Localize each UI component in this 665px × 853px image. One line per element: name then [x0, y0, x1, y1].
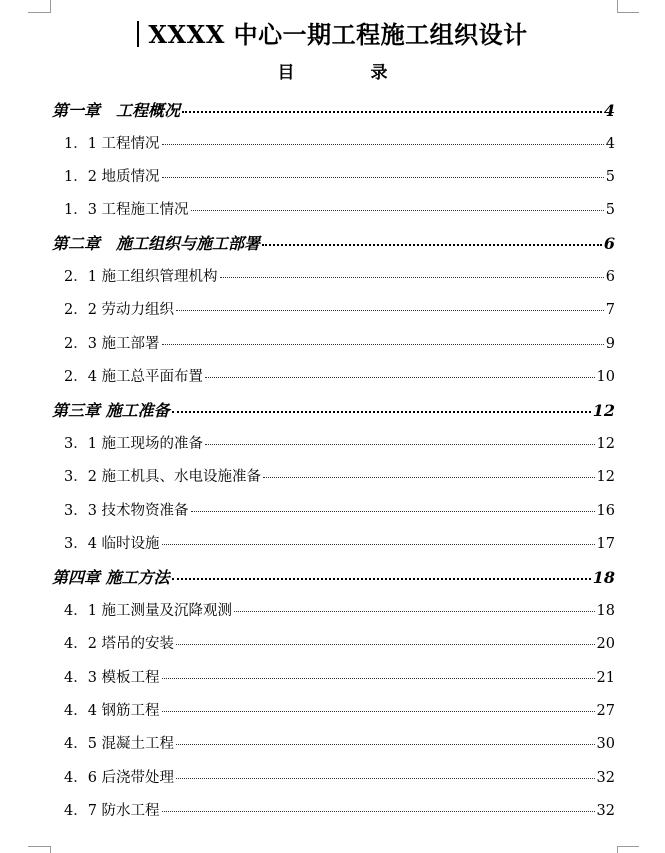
toc-entry-label: 1．1 工程情况 [64, 136, 160, 152]
toc-dot-leader [182, 111, 602, 113]
toc-section-entry[interactable] [64, 732, 615, 753]
toc-entry-label: 3．1 施工现场的准备 [64, 436, 204, 452]
page-corner-mark [50, 846, 51, 853]
toc-entry-page-number: 5 [605, 202, 615, 218]
toc-entry-label: 4．3 模板工程 [64, 670, 160, 686]
toc-entry-page-number: 12 [596, 469, 615, 485]
toc-chapter-entry[interactable] [52, 98, 615, 121]
toc-entry-label: 4．5 混凝土工程 [64, 736, 175, 752]
toc-entry-page-number: 17 [596, 536, 615, 552]
page-corner-mark [617, 846, 618, 853]
toc-entry-page-number: 18 [596, 603, 615, 619]
toc-dot-leader [176, 744, 594, 745]
toc-section-entry[interactable] [64, 465, 615, 486]
page-corner-mark [28, 846, 50, 847]
toc-dot-leader [162, 678, 595, 679]
toc-entry-label: 4．7 防水工程 [64, 803, 160, 819]
toc-dot-leader [220, 277, 604, 278]
toc-entry-page-number: 30 [596, 736, 615, 752]
toc-entry-page-number: 27 [596, 703, 615, 719]
toc-section-entry[interactable] [64, 298, 615, 319]
toc-dot-leader [176, 778, 594, 779]
toc-entry-label: 1．3 工程施工情况 [64, 202, 189, 218]
toc-entry-page-number: 12 [596, 436, 615, 452]
toc-entry-label: 3．2 施工机具、水电设施准备 [64, 469, 262, 485]
toc-entry-label: 4．1 施工测量及沉降观测 [64, 603, 233, 619]
toc-section-entry[interactable] [64, 632, 615, 653]
toc-entry-page-number: 4 [603, 101, 615, 120]
toc-dot-leader [263, 477, 594, 478]
toc-dot-leader [162, 144, 604, 145]
toc-entry-page-number: 6 [603, 234, 615, 253]
toc-entry-label: 2．2 劳动力组织 [64, 302, 175, 318]
toc-section-entry[interactable] [64, 165, 615, 186]
toc-entry-label: 第二章 施工组织与施工部署 [52, 234, 261, 253]
toc-entry-page-number: 9 [605, 336, 615, 352]
toc-entry-page-number: 32 [596, 770, 615, 786]
toc-section-entry[interactable] [64, 432, 615, 453]
toc-section-entry[interactable] [64, 499, 615, 520]
document-title[interactable] [0, 18, 665, 52]
toc-dot-leader [205, 444, 594, 445]
toc-chapter-entry[interactable] [52, 398, 615, 421]
page-corner-mark [50, 0, 51, 13]
toc-entry-page-number: 6 [605, 269, 615, 285]
page-corner-mark [617, 12, 639, 13]
toc-section-entry[interactable] [64, 799, 615, 820]
toc-section-entry[interactable] [64, 532, 615, 553]
toc-dot-leader [162, 811, 595, 812]
toc-section-entry[interactable] [64, 365, 615, 386]
page-corner-mark [617, 846, 639, 847]
toc-entry-label: 第一章 工程概况 [52, 101, 181, 120]
toc-entry-page-number: 32 [596, 803, 615, 819]
toc-section-entry[interactable] [64, 666, 615, 687]
toc-entry-page-number: 18 [592, 568, 615, 587]
toc-chapter-entry[interactable] [52, 565, 615, 588]
document-title-text: XXXX 中心一期工程施工组织设计 [148, 20, 528, 49]
toc-dot-leader [162, 344, 604, 345]
toc-entry-page-number: 4 [605, 136, 615, 152]
toc-section-entry[interactable] [64, 766, 615, 787]
text-cursor [137, 21, 139, 47]
toc-entry-label: 第三章 施工准备 [52, 401, 170, 420]
toc-section-entry[interactable] [64, 699, 615, 720]
toc-entry-label: 4．6 后浇带处理 [64, 770, 175, 786]
toc-section-entry[interactable] [64, 265, 615, 286]
toc-entry-page-number: 5 [605, 169, 615, 185]
toc-entry-page-number: 21 [596, 670, 615, 686]
page-corner-mark [28, 12, 50, 13]
toc-heading-char: 录 [370, 63, 388, 83]
toc-entry-label: 2．1 施工组织管理机构 [64, 269, 218, 285]
toc-entry-label: 1．2 地质情况 [64, 169, 160, 185]
toc-dot-leader [172, 411, 591, 413]
toc-dot-leader [234, 611, 594, 612]
toc-entry-label: 3．4 临时设施 [64, 536, 160, 552]
toc-entry-page-number: 20 [596, 636, 615, 652]
toc-dot-leader [262, 244, 602, 246]
toc-heading-char: 目 [277, 63, 295, 83]
toc-section-entry[interactable] [64, 198, 615, 219]
toc-entry-page-number: 10 [596, 369, 615, 385]
toc-entry-label: 2．4 施工总平面布置 [64, 369, 204, 385]
toc-dot-leader [176, 310, 604, 311]
toc-dot-leader [162, 177, 604, 178]
toc-entry-label: 2．3 施工部署 [64, 336, 160, 352]
toc-entry-page-number: 12 [592, 401, 615, 420]
toc-dot-leader [172, 578, 591, 580]
toc-entry-page-number: 16 [596, 503, 615, 519]
toc-section-entry[interactable] [64, 132, 615, 153]
toc-section-entry[interactable] [64, 599, 615, 620]
toc-entry-label: 4．4 钢筋工程 [64, 703, 160, 719]
toc-heading [0, 60, 665, 86]
toc-section-entry[interactable] [64, 332, 615, 353]
toc-dot-leader [205, 377, 594, 378]
toc-dot-leader [162, 711, 595, 712]
toc-entry-label: 3．3 技术物资准备 [64, 503, 189, 519]
toc-dot-leader [191, 210, 604, 211]
toc-dot-leader [191, 511, 595, 512]
toc-dot-leader [162, 544, 595, 545]
page-corner-mark [617, 0, 618, 13]
toc-entry-label: 4．2 塔吊的安装 [64, 636, 175, 652]
toc-dot-leader [176, 644, 594, 645]
toc-entry-page-number: 7 [605, 302, 615, 318]
toc-entry-label: 第四章 施工方法 [52, 568, 170, 587]
toc-chapter-entry[interactable] [52, 231, 615, 254]
